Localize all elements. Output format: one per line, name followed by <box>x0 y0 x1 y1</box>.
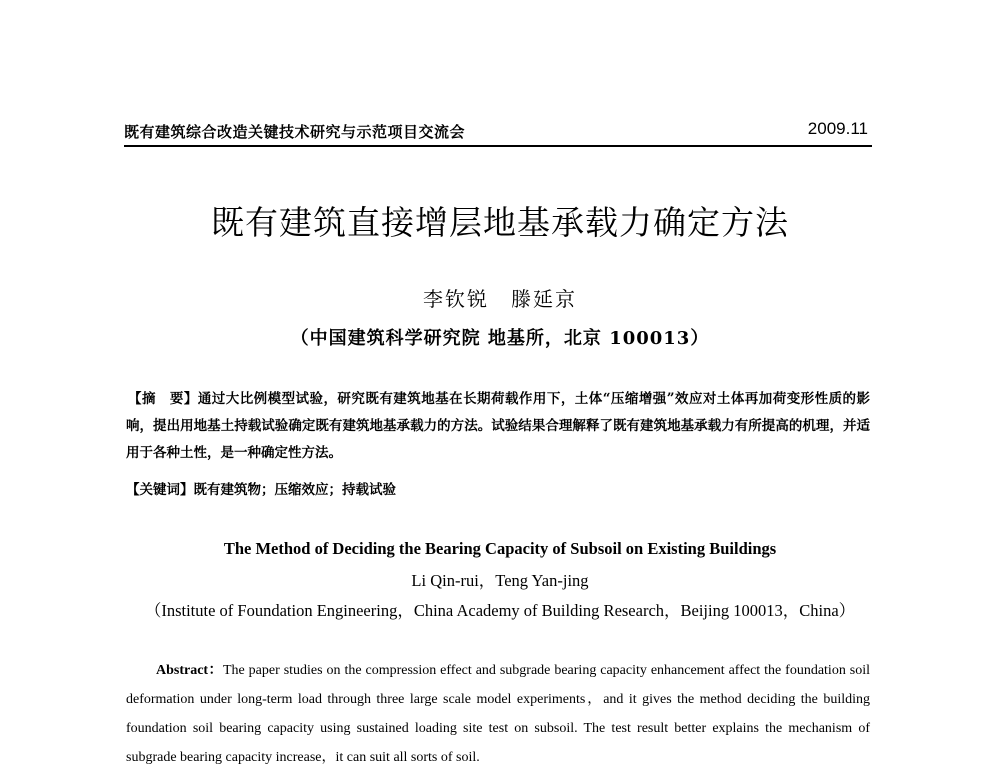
abstract-cn-label: 【摘 要】 <box>128 391 198 407</box>
affiliation-cn: （中国建筑科学研究院 地基所，北京 100013） <box>290 328 710 349</box>
paper-title-cn: 既有建筑直接增层地基承载力确定方法 <box>211 203 789 242</box>
keywords-cn-label: 【关键词】 <box>126 482 194 498</box>
abstract-en-label: Abstract： <box>156 663 223 678</box>
authors-en: Li Qin-rui，Teng Yan-jing <box>411 571 589 590</box>
keywords-cn-text: 既有建筑物；压缩效应；持载试验 <box>193 482 396 498</box>
keywords-cn <box>126 478 870 498</box>
paper-title-en: The Method of Deciding the Bearing Capacity of Subsoil on Existing Buildings <box>223 539 777 558</box>
header-date: 2009.11 <box>807 119 868 138</box>
running-header <box>124 117 872 147</box>
authors-cn: 李钦锐 滕延京 <box>423 287 577 311</box>
abstract-en-text: The paper studies on the compression effect and subgrade bearing capacity enhancement affect the foundation soil deformation under long-term load through three large scale model experiments，and it gives the method deciding the building foundation soil bearing capacity using sustained loading site test on subsoil. The test result better explains the mechanism of subgrade bearing capacity increase，it can suit all sorts of soil. <box>126 663 870 765</box>
affiliation-en: （Institute of Foundation Engineering，China Academy of Building Research，Beijing 100013，China） <box>144 601 856 620</box>
abstract-cn-text: 通过大比例模型试验，研究既有建筑地基在长期荷载作用下，土体“压缩增强”效应对土体再加荷变形性质的影响，提出用地基土持载试验确定既有建筑地基承载力的方法。试验结果合理解释了既有建筑地基承载力有所提高的机理，并适用于各种土性，是一种确定性方法。 <box>126 391 871 461</box>
conference-name: 既有建筑综合改造关键技术研究与示范项目交流会 <box>124 123 466 141</box>
abstract-cn <box>126 386 870 467</box>
abstract-en <box>126 656 870 772</box>
